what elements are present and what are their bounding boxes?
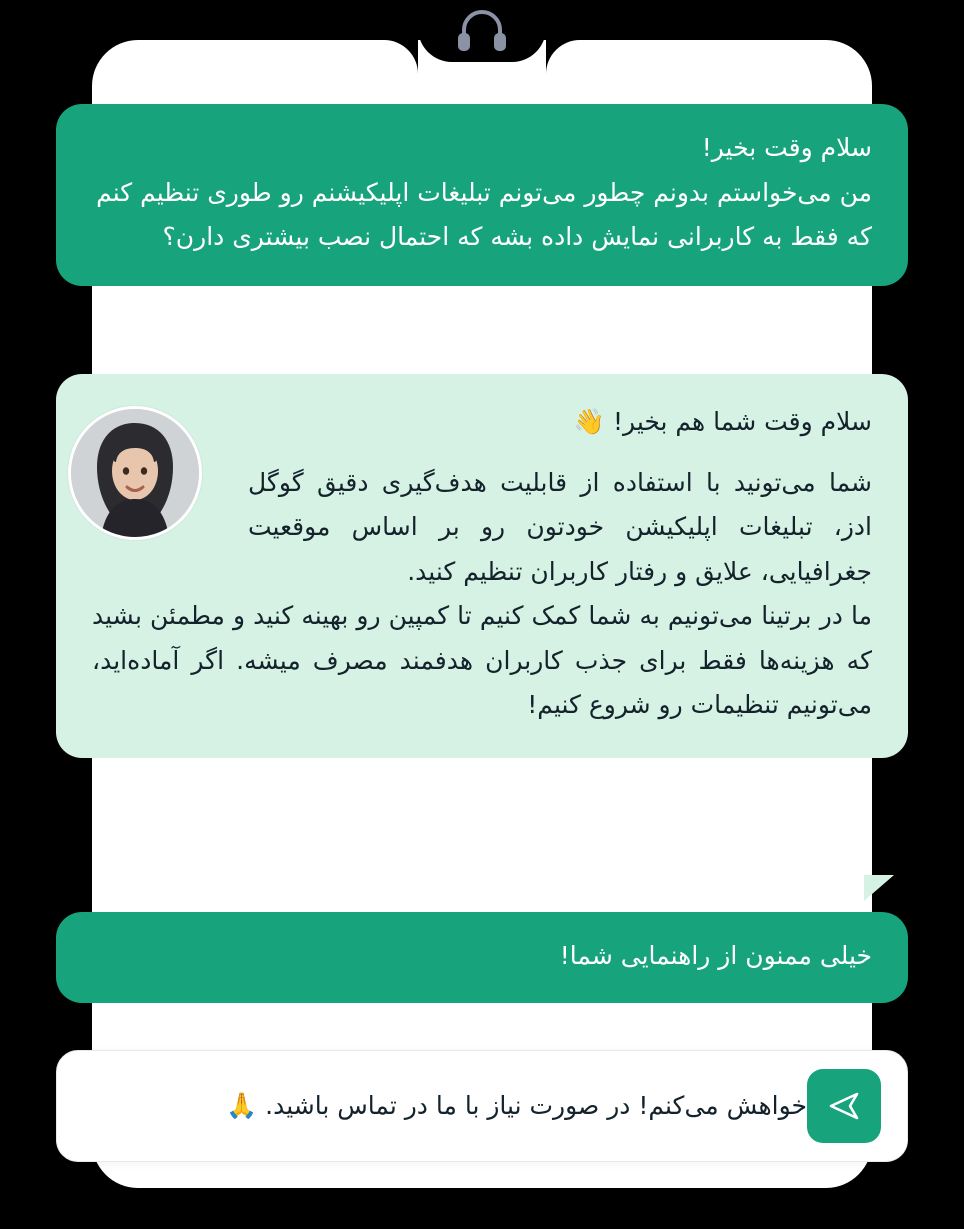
composer-text[interactable]: خواهش می‌کنم! در صورت نیاز با ما در تماس باشید. 🙏 xyxy=(226,1091,807,1120)
message-bubble-user-2 xyxy=(56,912,908,1003)
message-list xyxy=(92,86,872,1146)
notch-fillet-right xyxy=(546,40,580,74)
message-bubble-agent-1 xyxy=(56,374,908,758)
message-paragraph: ما در برتینا می‌تونیم به شما کمک کنیم تا کمپین رو بهینه کنید و مطمئن بشید که هزینه‌ها فقط برای جذب کاربران هدفمند مصرف میشه. اگر آماده‌اید، می‌تونیم تنظیمات رو شروع کنیم! xyxy=(92,601,872,719)
agent-avatar xyxy=(68,406,202,540)
message-line: خیلی ممنون از راهنمایی شما! xyxy=(559,941,872,970)
send-button[interactable] xyxy=(807,1069,881,1143)
headset-icon xyxy=(454,6,510,56)
phone-notch xyxy=(418,0,546,62)
send-icon xyxy=(824,1086,864,1126)
agent-bubble-tail xyxy=(864,875,894,901)
message-line: من می‌خواستم بدونم چطور می‌تونم تبلیغات اپلیکیشنم رو طوری تنظیم کنم که فقط به کاربرانی نمایش داده بشه که احتمال نصب بیشتری دارن؟ xyxy=(96,177,872,251)
message-composer[interactable] xyxy=(56,1050,908,1162)
message-line: سلام وقت بخیر! xyxy=(701,133,872,162)
notch-fillet-left xyxy=(384,40,418,74)
message-paragraph: سلام وقت شما هم بخیر! 👋 xyxy=(573,407,872,436)
message-paragraph: شما می‌تونید با استفاده از قابلیت هدف‌گیری دقیق گوگل ادز، تبلیغات اپلیکیشن خودتون رو بر اساس موقعیت جغرافیایی، علایق و رفتار کاربران تنظیم کنید. xyxy=(248,467,872,586)
message-bubble-user-1 xyxy=(56,104,908,286)
